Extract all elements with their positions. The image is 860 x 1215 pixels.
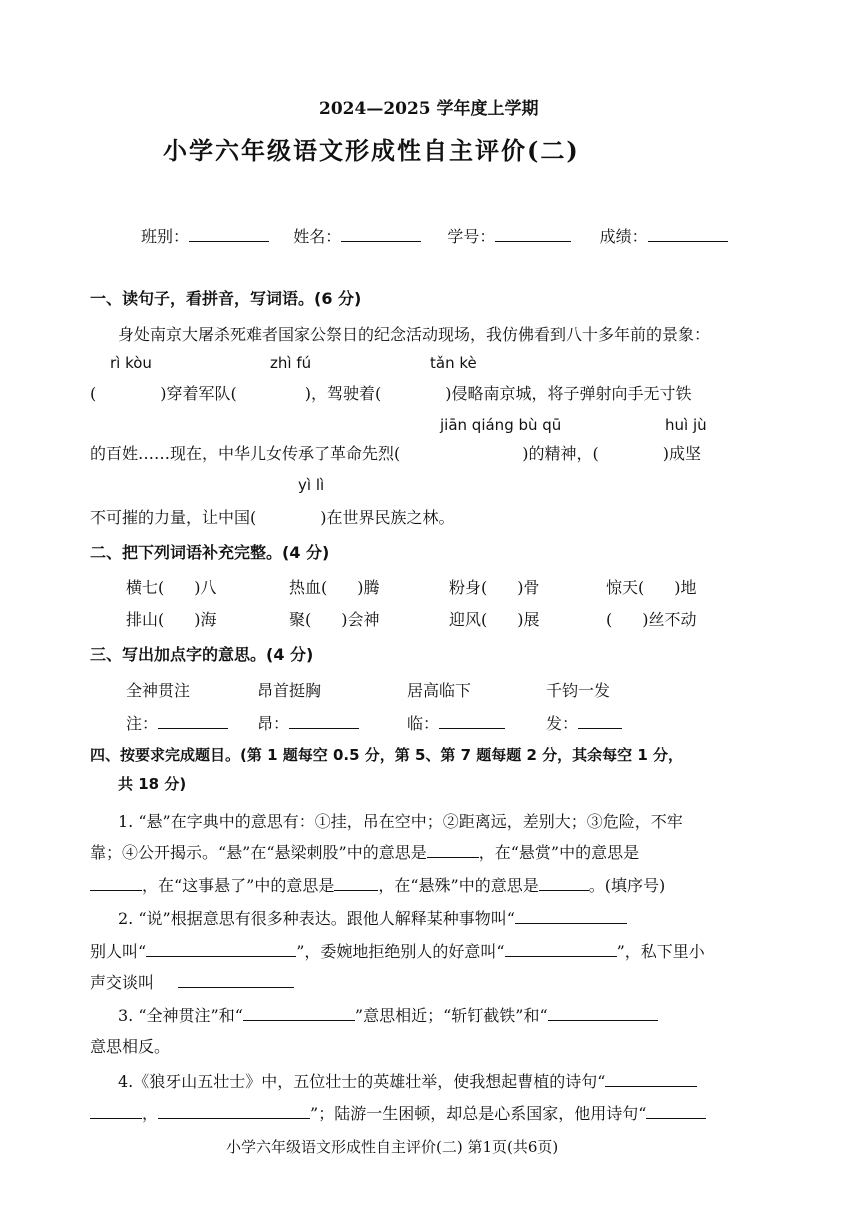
q4-p2-line3: 声交谈叫 <box>90 970 294 993</box>
q4-p3-line1: 3. “全神贯注”和“ ”意思相近；“斩钉截铁”和“ <box>118 1003 658 1026</box>
blank-xuanshu[interactable] <box>539 877 589 891</box>
pinyin-tanke: tǎn kè <box>430 354 477 372</box>
id-blank[interactable] <box>495 227 571 242</box>
blank-xuanliang[interactable] <box>427 844 479 858</box>
idiom-6: 聚( )会神 <box>289 610 380 629</box>
q4-p1-line3: ，在“这事悬了”中的意思是 ，在“悬殊”中的意思是 。(填序号) <box>90 873 665 896</box>
blank-jinyi[interactable] <box>243 1007 355 1021</box>
idiom-8: ( )丝不动 <box>606 610 697 629</box>
score-blank[interactable] <box>648 227 728 242</box>
q4-heading-cont: 共 18 分) <box>118 775 187 793</box>
meaning-lin-blank[interactable] <box>439 715 505 729</box>
word-qianjunyifa: 千钧一发 <box>546 681 611 700</box>
class-label: 班别： <box>141 227 190 246</box>
id-label: 学号： <box>447 227 496 246</box>
q3-heading: 三、写出加点字的意思。(4 分) <box>90 645 314 664</box>
idiom-2: 热血( )腾 <box>289 578 380 597</box>
meaning-fa-blank[interactable] <box>578 715 622 729</box>
q1-intro: 身处南京大屠杀死难者国家公祭日的纪念活动现场，我仿佛看到八十多年前的景象： <box>118 325 711 344</box>
pinyin-huiju: huì jù <box>665 416 707 434</box>
term-heading: 2024—2025 学年度上学期 <box>319 99 539 119</box>
blank-fanyi[interactable] <box>548 1007 658 1021</box>
q1-line1: ( )穿着军队( )，驾驶着( )侵略南京城，将子弹射向手无寸铁 <box>90 384 692 403</box>
q4-p2-line1: 2. “说”根据意思有很多种表达。跟他人解释某种事物叫“ <box>118 906 627 929</box>
blank-caozhi-3[interactable] <box>158 1105 310 1119</box>
page-footer: 小学六年级语文形成性自主评价(二) 第1页(共6页) <box>226 1138 559 1156</box>
blank-sixia[interactable] <box>178 974 294 988</box>
word-quanshenguanzhu: 全神贯注 <box>126 681 191 700</box>
idiom-4: 惊天( )地 <box>606 578 697 597</box>
meaning-zhu: 注： <box>126 711 228 734</box>
meaning-lin: 临： <box>407 711 505 734</box>
word-jugaolinxia: 居高临下 <box>407 681 472 700</box>
pinyin-jianqiangbuqu: jiān qiáng bù qū <box>440 416 562 434</box>
q4-p4-line2: ， ”；陆游一生困顿，却总是心系国家，他用诗句“ <box>90 1101 706 1124</box>
q4-p4-line1: 4.《狼牙山五壮士》中，五位壮士的英雄壮举，使我想起曹植的诗句“ <box>118 1069 697 1092</box>
meaning-zhu-blank[interactable] <box>158 715 228 729</box>
blank-luyou[interactable] <box>646 1105 706 1119</box>
meaning-fa: 发： <box>546 711 622 734</box>
pinyin-zhifu: zhì fú <box>270 354 312 372</box>
q4-p3-line2: 意思相反。 <box>90 1037 171 1056</box>
q4-p1-line1: 1. “悬”在字典中的意思有：①挂，吊在空中；②距离远，差别大；③危险，不牢 <box>118 812 683 831</box>
q1-heading: 一、读句子，看拼音，写词语。(6 分) <box>90 289 362 308</box>
student-info-row <box>141 224 728 247</box>
idiom-1: 横七( )八 <box>126 578 217 597</box>
blank-jieshi[interactable] <box>515 910 627 924</box>
pinyin-yili: yì lì <box>298 476 325 494</box>
q1-line3: 不可摧的力量，让中国( )在世界民族之林。 <box>90 508 455 527</box>
q4-p1-line2: 靠；④公开揭示。“悬”在“悬梁刺股”中的意思是 ，在“悬赏”中的意思是 <box>90 843 640 862</box>
name-blank[interactable] <box>341 227 421 242</box>
q1-line2: 的百姓……现在，中华儿女传承了革命先烈( )的精神，( )成坚 <box>90 444 701 463</box>
q4-p2-line2: 别人叫“ ”，委婉地拒绝别人的好意叫“ ”，私下里小 <box>90 942 705 961</box>
score-label: 成绩： <box>599 227 648 246</box>
blank-zheshixuanle[interactable] <box>334 877 378 891</box>
idiom-3: 粉身( )骨 <box>449 578 540 597</box>
word-angshoutingxiong: 昂首挺胸 <box>257 681 322 700</box>
blank-caozhi-2[interactable] <box>90 1105 142 1119</box>
blank-caozhi-1[interactable] <box>605 1073 697 1087</box>
page-title: 小学六年级语文形成性自主评价(二) <box>163 136 580 165</box>
idiom-5: 排山( )海 <box>126 610 217 629</box>
blank-quanshuo[interactable] <box>146 943 296 957</box>
class-blank[interactable] <box>189 227 269 242</box>
blank-xuanshang[interactable] <box>90 877 142 891</box>
pinyin-rikou: rì kòu <box>110 354 152 372</box>
meaning-ang-blank[interactable] <box>289 715 359 729</box>
meaning-ang: 昂： <box>257 711 359 734</box>
q2-heading: 二、把下列词语补充完整。(4 分) <box>90 543 330 562</box>
blank-weiwan[interactable] <box>505 943 617 957</box>
q4-heading: 四、按要求完成题目。(第 1 题每空 0.5 分，第 5、第 7 题每题 2 分，其余每空 1 分， <box>90 746 684 764</box>
name-label: 姓名： <box>293 227 342 246</box>
idiom-7: 迎风( )展 <box>449 610 540 629</box>
